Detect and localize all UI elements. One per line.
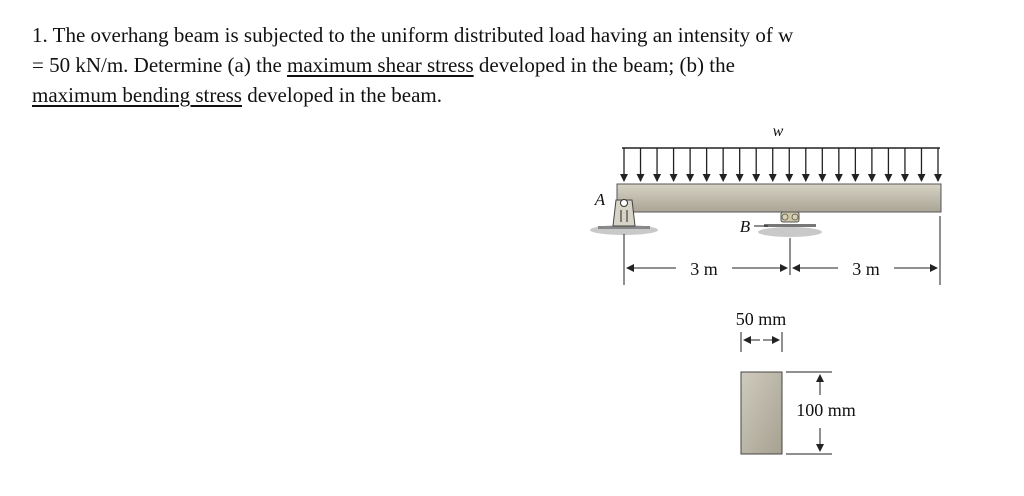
problem-text-2a: = 50 kN/m. Determine (a) the bbox=[32, 53, 288, 77]
distributed-load-arrows bbox=[622, 148, 940, 181]
span-overhang-label: 3 m bbox=[852, 259, 880, 279]
roller-support-b bbox=[758, 212, 822, 237]
ground-b bbox=[758, 227, 822, 237]
problem-number: 1. bbox=[32, 23, 48, 47]
support-b-label: B bbox=[739, 217, 751, 236]
problem-text-3: developed in the beam. bbox=[241, 83, 442, 107]
load-intensity-label: w bbox=[772, 123, 784, 140]
beam bbox=[617, 184, 941, 212]
max-shear-stress-term: maximum shear stress bbox=[287, 53, 474, 77]
span-ab-label: 3 m bbox=[690, 259, 718, 279]
max-bending-stress-term: maximum bending stress bbox=[32, 83, 242, 107]
section-width-label: 50 mm bbox=[735, 309, 787, 329]
problem-text-1: The overhang beam is subjected to the uniform distributed load having an intensity of w bbox=[52, 23, 794, 47]
section-height-label: 100 mm bbox=[796, 400, 856, 420]
beam-cross-section bbox=[741, 372, 782, 454]
problem-text-2b: developed in the beam; (b) the bbox=[473, 53, 735, 77]
support-a-label: A bbox=[594, 190, 606, 209]
